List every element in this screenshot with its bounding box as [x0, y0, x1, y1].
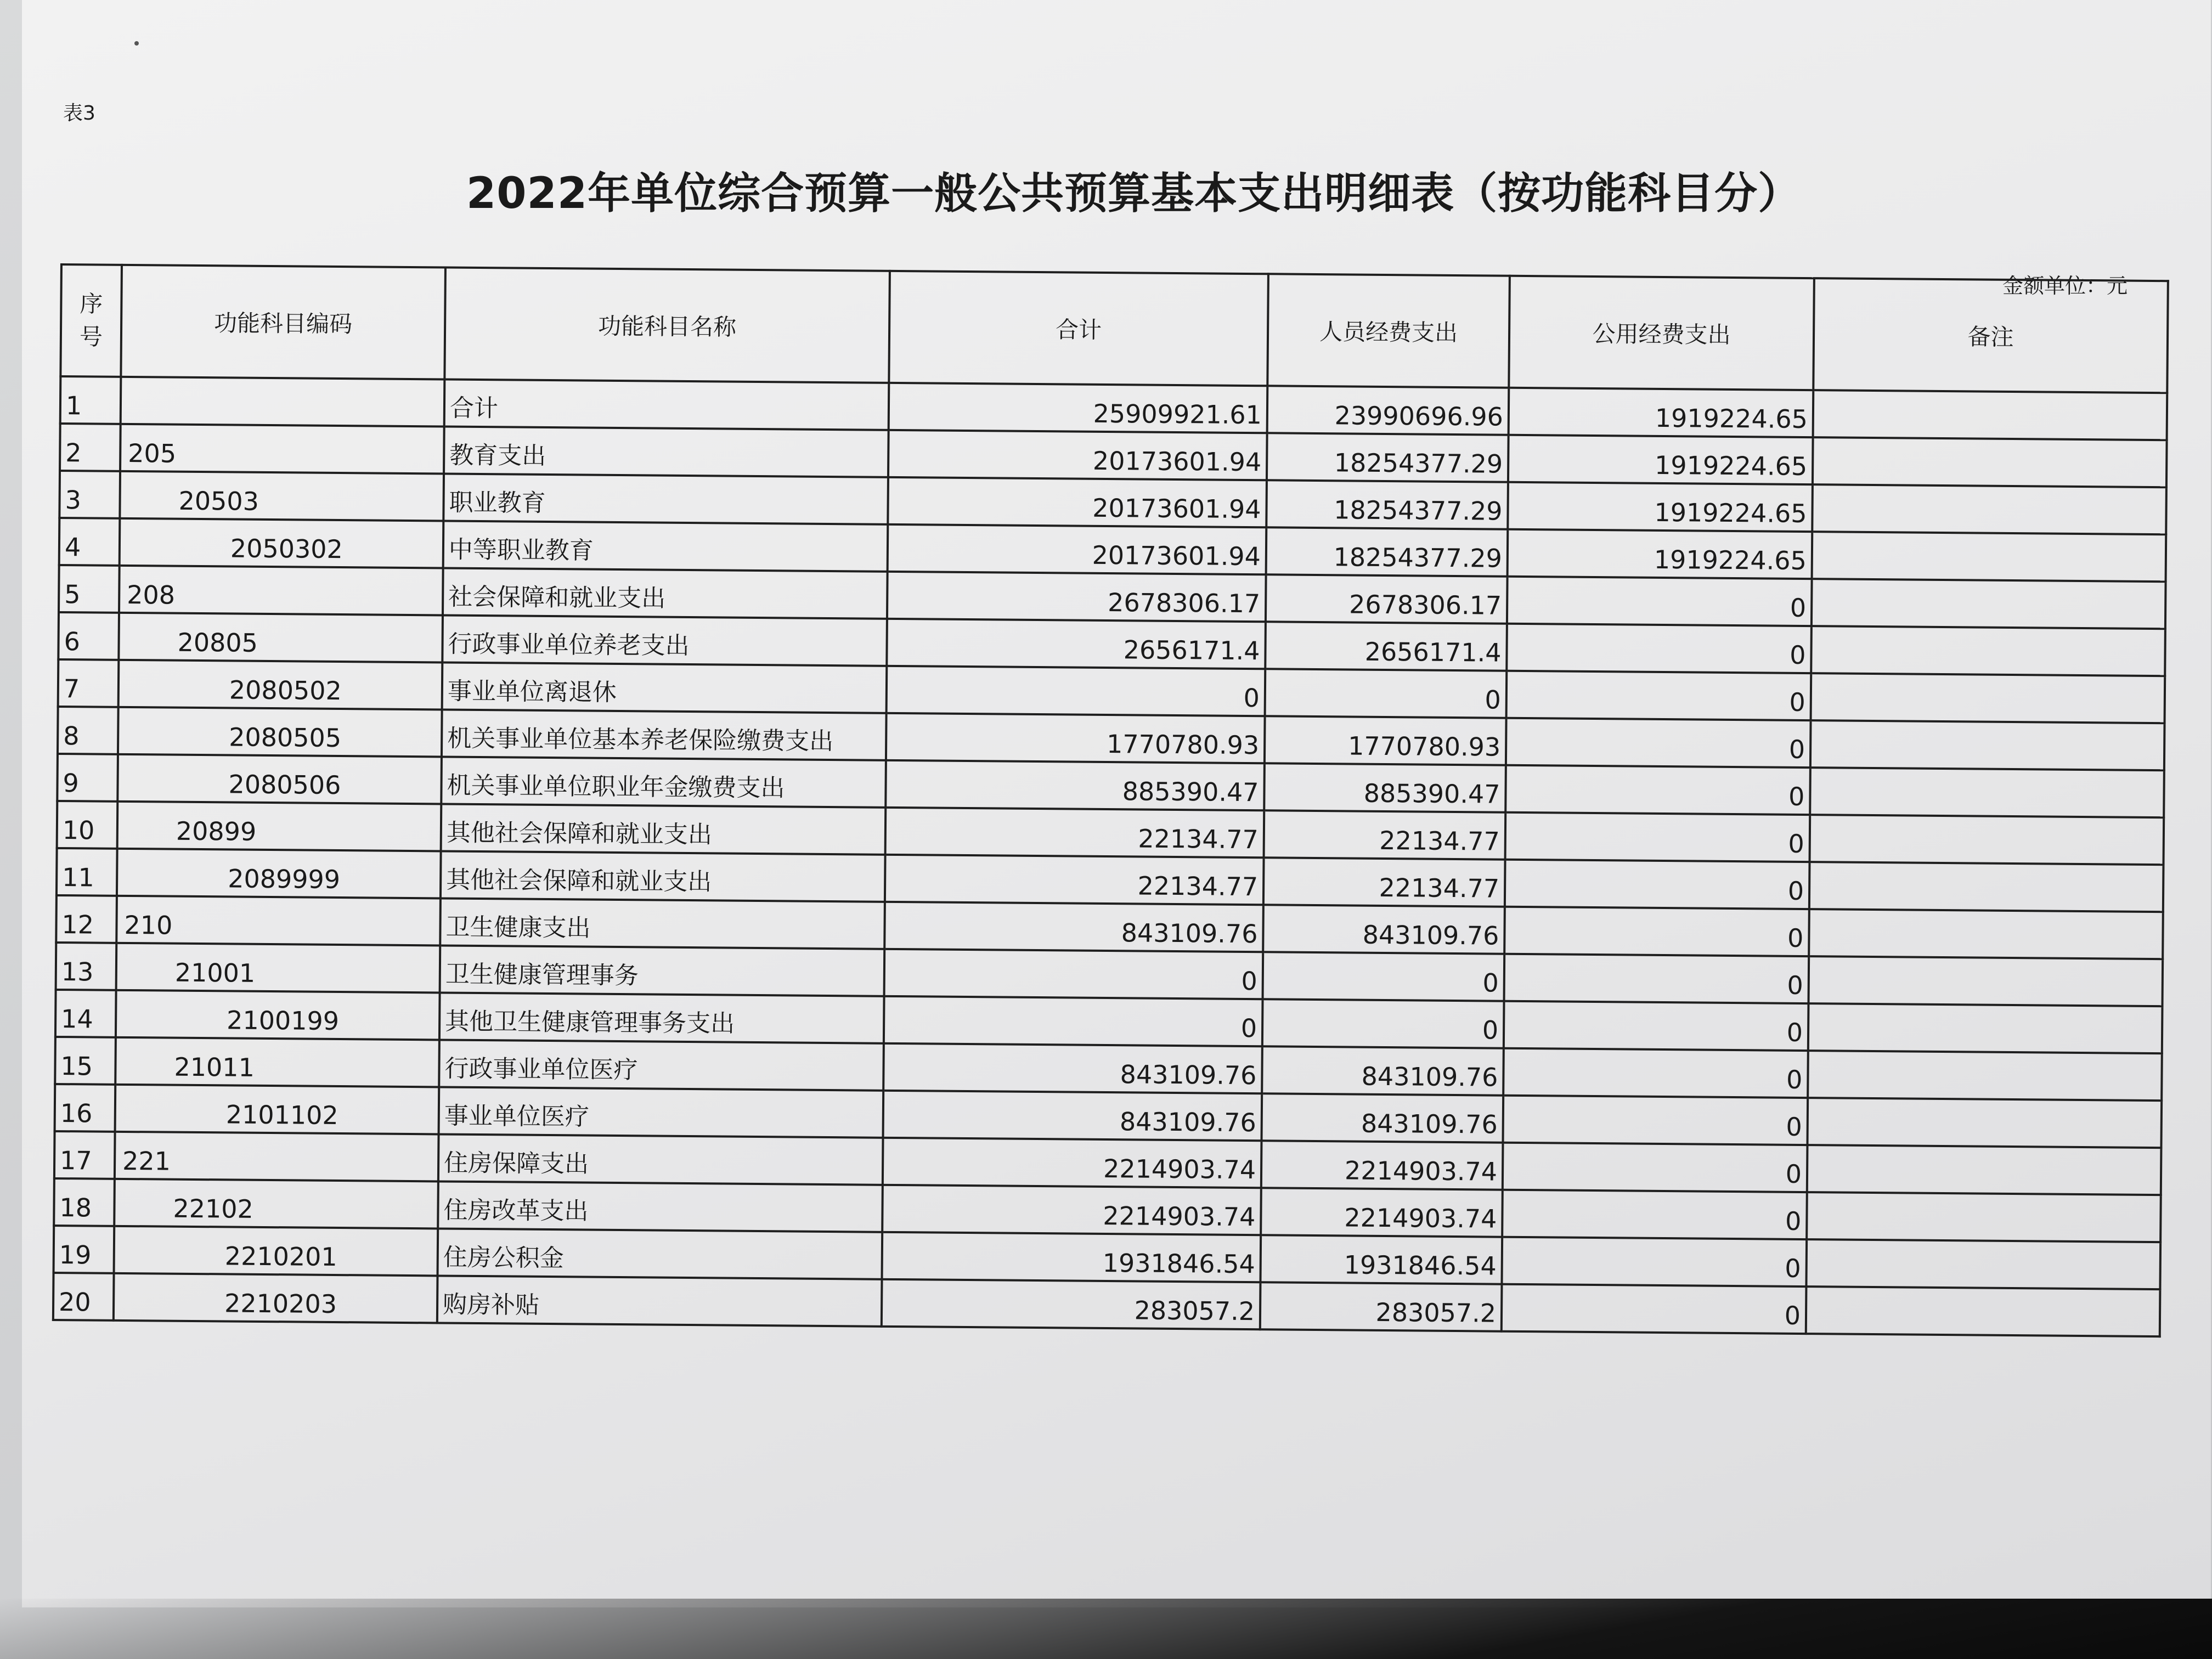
header-personnel: 人员经费支出	[1267, 274, 1510, 387]
cell-public: 0	[1506, 718, 1811, 768]
cell-seq: 17	[54, 1131, 115, 1179]
header-seq: 序号	[60, 264, 122, 377]
cell-seq: 5	[59, 565, 120, 613]
cell-name: 卫生健康支出	[440, 898, 885, 949]
cell-public: 0	[1507, 577, 1812, 626]
cell-code: 20805	[119, 613, 443, 663]
cell-personnel: 283057.2	[1260, 1282, 1502, 1331]
cell-public: 0	[1502, 1190, 1807, 1239]
background-shadow	[0, 1599, 2212, 1659]
cell-code: 2080502	[119, 660, 443, 710]
cell-name: 中等职业教育	[443, 521, 888, 571]
cell-code	[121, 377, 445, 427]
cell-note	[1812, 484, 2166, 534]
cell-personnel: 22134.77	[1263, 857, 1505, 906]
cell-personnel: 1931846.54	[1260, 1235, 1502, 1284]
cell-total: 0	[887, 666, 1266, 716]
cell-note	[1808, 1003, 2163, 1053]
cell-public: 0	[1505, 765, 1810, 815]
cell-personnel: 2678306.17	[1266, 574, 1508, 623]
cell-name: 事业单位医疗	[439, 1087, 884, 1137]
cell-total: 20173601.94	[888, 524, 1267, 574]
cell-note	[1810, 768, 2164, 817]
cell-public: 1919224.65	[1508, 482, 1813, 532]
cell-public: 1919224.65	[1508, 529, 1813, 579]
header-code: 功能科目编码	[121, 265, 445, 380]
cell-code: 2101102	[115, 1085, 439, 1135]
cell-total: 885390.47	[885, 760, 1265, 810]
cell-note	[1809, 909, 2163, 959]
cell-seq: 9	[57, 754, 118, 802]
cell-personnel: 2656171.4	[1265, 622, 1507, 670]
cell-note	[1812, 579, 2166, 629]
document-title: 2022年单位综合预算一般公共预算基本支出明细表（按功能科目分）	[466, 169, 1802, 218]
cell-note	[1813, 437, 2167, 487]
cell-note	[1807, 1098, 2162, 1148]
cell-total: 22134.77	[885, 808, 1265, 857]
cell-name: 其他社会保障和就业支出	[441, 851, 885, 901]
cell-public: 0	[1506, 624, 1812, 673]
cell-total: 1931846.54	[882, 1232, 1261, 1282]
cell-seq: 14	[55, 990, 116, 1037]
cell-public: 1919224.65	[1508, 435, 1813, 484]
header-note: 备注	[1813, 278, 2168, 393]
cell-name: 机关事业单位职业年金缴费支出	[441, 757, 886, 807]
cell-total: 2678306.17	[887, 572, 1266, 622]
cell-public: 0	[1504, 1001, 1809, 1051]
cell-personnel: 0	[1262, 999, 1504, 1048]
cell-note	[1812, 532, 2166, 582]
cell-name: 行政事业单位医疗	[439, 1040, 884, 1090]
cell-personnel: 2214903.74	[1261, 1188, 1503, 1237]
cell-seq: 10	[57, 801, 118, 849]
cell-name: 机关事业单位基本养老保险缴费支出	[442, 709, 887, 760]
cell-name: 住房保障支出	[438, 1134, 883, 1184]
cell-name: 住房改革支出	[438, 1181, 883, 1232]
cell-code: 22102	[114, 1179, 438, 1229]
cell-personnel: 2214903.74	[1261, 1141, 1503, 1189]
cell-name: 职业教育	[443, 474, 888, 524]
cell-name: 住房公积金	[438, 1228, 883, 1279]
header-name: 功能科目名称	[444, 268, 890, 383]
header-total: 合计	[889, 271, 1268, 386]
cell-public: 0	[1502, 1284, 1807, 1334]
cell-total: 0	[884, 949, 1263, 999]
cell-code: 205	[120, 424, 444, 474]
cell-code: 208	[119, 566, 443, 616]
cell-note	[1813, 390, 2168, 440]
cell-code: 210	[116, 896, 441, 946]
cell-code: 2050302	[120, 518, 444, 568]
cell-seq: 7	[58, 659, 119, 707]
cell-name: 其他社会保障和就业支出	[441, 804, 886, 854]
cell-name: 行政事业单位养老支出	[442, 615, 887, 665]
cell-code: 20899	[117, 802, 442, 851]
cell-note	[1811, 626, 2165, 676]
cell-name: 其他卫生健康管理事务支出	[439, 992, 884, 1043]
cell-total: 2656171.4	[887, 619, 1266, 669]
cell-code: 20503	[120, 471, 444, 521]
cell-note	[1806, 1286, 2160, 1336]
cell-note	[1811, 673, 2165, 723]
amount-unit-label: 金额单位：元	[2002, 274, 2128, 298]
cell-name: 合计	[444, 380, 889, 430]
cell-code: 2080505	[118, 707, 442, 757]
cell-public: 0	[1505, 812, 1810, 862]
cell-public: 1919224.65	[1509, 388, 1814, 437]
cell-code: 2210201	[114, 1226, 438, 1276]
cell-public: 0	[1504, 907, 1809, 956]
cell-total: 0	[884, 996, 1263, 1046]
cell-seq: 8	[58, 707, 119, 754]
header-public: 公用经费支出	[1509, 276, 1814, 390]
cell-personnel: 885390.47	[1264, 763, 1506, 812]
cell-personnel: 22134.77	[1264, 810, 1506, 859]
paper-sheet	[22, 0, 2211, 1607]
cell-total: 2214903.74	[882, 1185, 1261, 1235]
cell-personnel: 843109.76	[1262, 1046, 1504, 1095]
cell-code: 2080506	[117, 754, 442, 804]
cell-note	[1807, 1145, 2162, 1195]
cell-total: 843109.76	[884, 902, 1263, 952]
cell-name: 教育支出	[444, 427, 889, 477]
cell-personnel: 18254377.29	[1266, 527, 1508, 576]
cell-seq: 20	[53, 1273, 114, 1321]
cell-seq: 16	[55, 1084, 116, 1132]
cell-seq: 1	[60, 376, 121, 424]
table-label: 表3	[63, 102, 95, 125]
cell-total: 1770780.93	[886, 713, 1265, 763]
cell-public: 0	[1503, 1048, 1808, 1098]
cell-total: 843109.76	[883, 1043, 1262, 1093]
cell-seq: 12	[56, 895, 117, 943]
cell-seq: 13	[56, 943, 117, 990]
cell-seq: 15	[55, 1037, 116, 1085]
cell-seq: 3	[59, 471, 120, 518]
cell-note	[1809, 862, 2164, 912]
cell-public: 0	[1505, 860, 1810, 909]
cell-name: 卫生健康管理事务	[440, 945, 885, 996]
cell-total: 25909921.61	[889, 383, 1268, 433]
cell-note	[1806, 1239, 2160, 1289]
cell-note	[1807, 1192, 2161, 1242]
budget-table	[52, 263, 2169, 1338]
cell-personnel: 0	[1263, 952, 1505, 1001]
cell-name: 社会保障和就业支出	[443, 568, 888, 618]
cell-public: 0	[1502, 1237, 1807, 1286]
cell-seq: 2	[60, 424, 121, 471]
cell-public: 0	[1503, 1096, 1808, 1145]
cell-public: 0	[1504, 954, 1809, 1003]
cell-note	[1810, 720, 2165, 770]
paper-speck	[134, 41, 139, 46]
cell-personnel: 0	[1265, 669, 1507, 718]
cell-seq: 11	[57, 848, 117, 896]
cell-personnel: 18254377.29	[1267, 433, 1509, 482]
cell-note	[1810, 815, 2164, 865]
cell-public: 0	[1506, 671, 1812, 720]
cell-code: 221	[115, 1132, 439, 1182]
cell-personnel: 843109.76	[1262, 1093, 1504, 1142]
cell-code: 21011	[115, 1037, 439, 1087]
cell-total: 22134.77	[885, 855, 1264, 905]
cell-seq: 18	[54, 1178, 115, 1226]
table-body	[53, 376, 2167, 1336]
cell-total: 283057.2	[882, 1279, 1261, 1329]
table-header-row	[60, 264, 2168, 393]
cell-personnel: 23990696.96	[1267, 386, 1509, 435]
cell-note	[1809, 956, 2163, 1006]
cell-total: 20173601.94	[888, 477, 1267, 527]
cell-name: 事业单位离退休	[442, 662, 887, 713]
cell-personnel: 18254377.29	[1266, 480, 1508, 529]
cell-seq: 6	[58, 612, 119, 660]
cell-personnel: 843109.76	[1263, 905, 1505, 953]
cell-code: 2100199	[116, 990, 440, 1040]
cell-total: 20173601.94	[888, 430, 1267, 480]
cell-seq: 19	[54, 1226, 115, 1273]
cell-code: 21001	[116, 943, 441, 993]
budget-table-wrapper	[52, 263, 2189, 1330]
cell-personnel: 1770780.93	[1265, 716, 1506, 765]
cell-seq: 4	[59, 518, 120, 566]
cell-public: 0	[1503, 1143, 1808, 1192]
cell-code: 2089999	[117, 849, 441, 899]
cell-total: 843109.76	[883, 1091, 1262, 1141]
cell-note	[1808, 1051, 2162, 1101]
cell-total: 2214903.74	[883, 1138, 1262, 1188]
cell-code: 2210203	[114, 1273, 438, 1323]
cell-name: 购房补贴	[437, 1276, 882, 1326]
